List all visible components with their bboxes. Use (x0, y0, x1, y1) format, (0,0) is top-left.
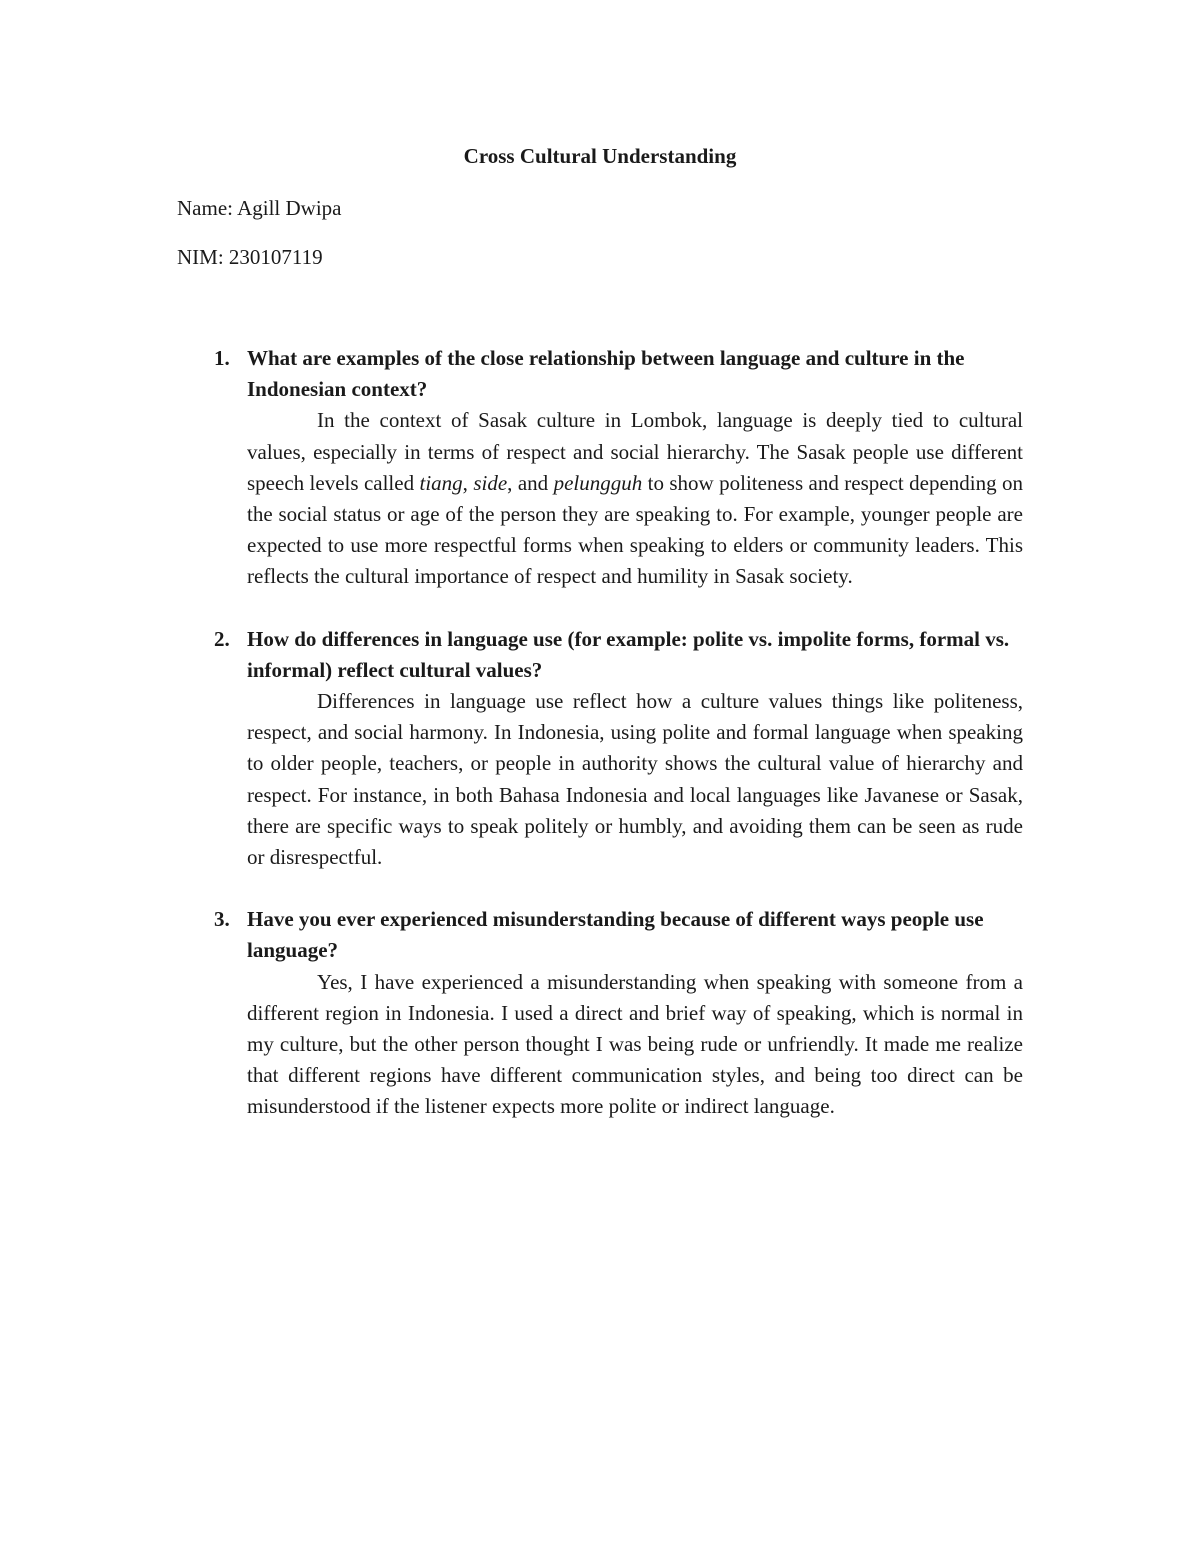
question-number: 1. (214, 346, 230, 370)
speech-level-term: tiang (419, 470, 463, 495)
answer-segment: , and (507, 470, 554, 495)
question-list (204, 343, 1023, 1154)
student-name: Name: Agill Dwipa (177, 196, 342, 220)
answer-text: Differences in language use reflect how a culture values things like politeness, respect, and social harmony. In Indonesia, using polite and formal language when speaking to older people, teachers, or people in authority shows the cultural value of hierarchy and respect. For instance, in both Bahasa Indonesia and local languages like Javanese or Sasak, there are specific ways to speak politely or humbly, and avoiding them can be seen as rude or disrespectful. (247, 689, 1023, 870)
question-number: 2. (214, 626, 230, 651)
document-title: Cross Cultural Understanding (463, 144, 737, 168)
question-number: 3. (214, 907, 230, 932)
speech-level-term: side (473, 470, 508, 495)
question-item-2 (204, 624, 1023, 874)
question-text: What are examples of the close relationship between language and culture in the Indonesian context? (247, 346, 965, 402)
answer-text: Yes, I have experienced a misunderstanding when speaking with someone from a different region in Indonesia. I used a direct and brief way of speaking, which is normal in my culture, but the other person thought I was being rude or unfriendly. It made me realize that different regions have different communication styles, and being too direct can be misunderstood if the listener expects more polite or indirect language. (247, 969, 1023, 1119)
answer-text (247, 405, 1023, 592)
speech-level-term: pelungguh (553, 470, 643, 495)
question-text: How do differences in language use (for example: polite vs. impolite forms, formal vs. informal) reflect cultural values? (247, 626, 1010, 682)
question-item-3 (204, 904, 1023, 1122)
answer-segment: In the context of Sasak culture in Lombok, language is deeply tied to cultural values, especially in terms of respect and social hierarchy. The Sasak people use different speech levels called (247, 408, 1023, 495)
question-item-1 (204, 343, 1023, 593)
answer-segment: to show politeness and respect depending on the social status or age of the person they are speaking to. For example, younger people are expected to use more respectful forms when speaking to elders or community leaders. This reflects the cultural importance of respect and humility in Sasak society. (247, 470, 1024, 589)
student-nim: NIM: 230107119 (177, 245, 323, 269)
answer-segment: , (462, 470, 474, 495)
question-text: Have you ever experienced misunderstanding because of different ways people use language? (247, 907, 984, 963)
